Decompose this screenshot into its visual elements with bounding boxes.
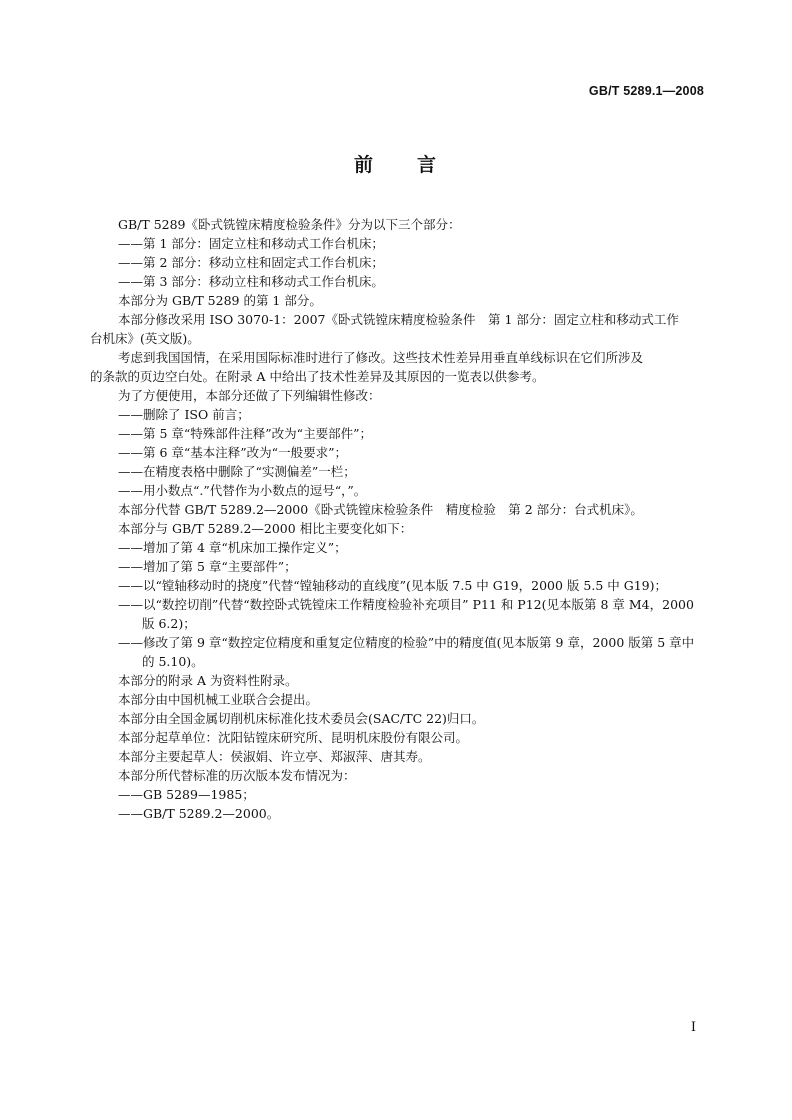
- paragraph: 本部分由全国金属切削机床标准化技术委员会(SAC/TC 22)归口。: [118, 711, 485, 726]
- list-item: ——第 6 章“基本注释”改为“一般要求”；: [118, 445, 347, 460]
- list-item: ——GB/T 5289.2—2000。: [118, 806, 280, 821]
- list-item: ——增加了第 4 章“机床加工操作定义”；: [118, 540, 347, 555]
- paragraph: 为了方便使用，本部分还做了下列编辑性修改：: [118, 388, 381, 403]
- title-char-2: 言: [417, 154, 439, 176]
- paragraph: GB/T 5289《卧式铣镗床精度检验条件》分为以下三个部分：: [118, 217, 461, 232]
- list-item: ——第 2 部分：移动立柱和固定式工作台机床；: [118, 255, 384, 270]
- page-number: I: [690, 1020, 696, 1035]
- page-title: [0, 150, 792, 177]
- paragraph: 本部分修改采用 ISO 3070-1：2007《卧式铣镗床精度检验条件 第 1 部分：固定立柱和移动式工作: [118, 312, 679, 327]
- list-item: ——修改了第 9 章“数控定位精度和重复定位精度的检验”中的精度值(见本版第 9 章，2000 版第 5 章中的 5.10)。: [118, 635, 695, 669]
- list-item: ——删除了 ISO 前言；: [118, 407, 250, 422]
- paragraph: 台机床》(英文版)。: [90, 331, 200, 346]
- list-item: ——用小数点“.”代替作为小数点的逗号“，”。: [118, 483, 367, 498]
- list-item: ——GB 5289—1985；: [118, 787, 255, 802]
- paragraph: 考虑到我国国情，在采用国际标准时进行了修改。这些技术性差异用垂直单线标识在它们所涉及: [118, 350, 644, 365]
- list-item: ——第 3 部分：移动立柱和移动式工作台机床。: [118, 274, 384, 289]
- paragraph: 本部分与 GB/T 5289.2—2000 相比主要变化如下：: [118, 521, 413, 536]
- paragraph: 本部分为 GB/T 5289 的第 1 部分。: [118, 293, 322, 308]
- title-char-1: 前: [353, 154, 375, 176]
- paragraph: 本部分所代替标准的历次版本发布情况为：: [118, 768, 356, 783]
- foreword-body: [90, 215, 704, 823]
- paragraph: 本部分的附录 A 为资料性附录。: [118, 673, 298, 688]
- paragraph: 本部分代替 GB/T 5289.2—2000《卧式铣镗床检验条件 精度检验 第 2 部分：台式机床》。: [118, 502, 643, 517]
- list-item: ——第 5 章“特殊部件注释”改为“主要部件”；: [118, 426, 372, 441]
- paragraph: 本部分主要起草人：侯淑娟、许立亭、郑淑萍、唐其寿。: [118, 749, 431, 764]
- list-item: ——以“镗轴移动时的挠度”代替“镗轴移动的直线度”(见本版 7.5 中 G19，2000 版 5.5 中 G19)；: [118, 578, 667, 593]
- list-item: ——以“数控切削”代替“数控卧式铣镗床工作精度检验补充项目” P11 和 P12(见本版第 8 章 M4，2000 版 6.2)；: [118, 597, 694, 631]
- list-item: ——第 1 部分：固定立柱和移动式工作台机床；: [118, 236, 384, 251]
- standard-code: GB/T 5289.1—2008: [588, 84, 704, 98]
- paragraph: 本部分由中国机械工业联合会提出。: [118, 692, 319, 707]
- paragraph: 的条款的页边空白处。在附录 A 中给出了技术性差异及其原因的一览表以供参考。: [90, 369, 545, 384]
- paragraph: 本部分起草单位：沈阳钻镗床研究所、昆明机床股份有限公司。: [118, 730, 469, 745]
- list-item: ——增加了第 5 章“主要部件”；: [118, 559, 297, 574]
- list-item: ——在精度表格中删除了“实测偏差”一栏；: [118, 464, 356, 479]
